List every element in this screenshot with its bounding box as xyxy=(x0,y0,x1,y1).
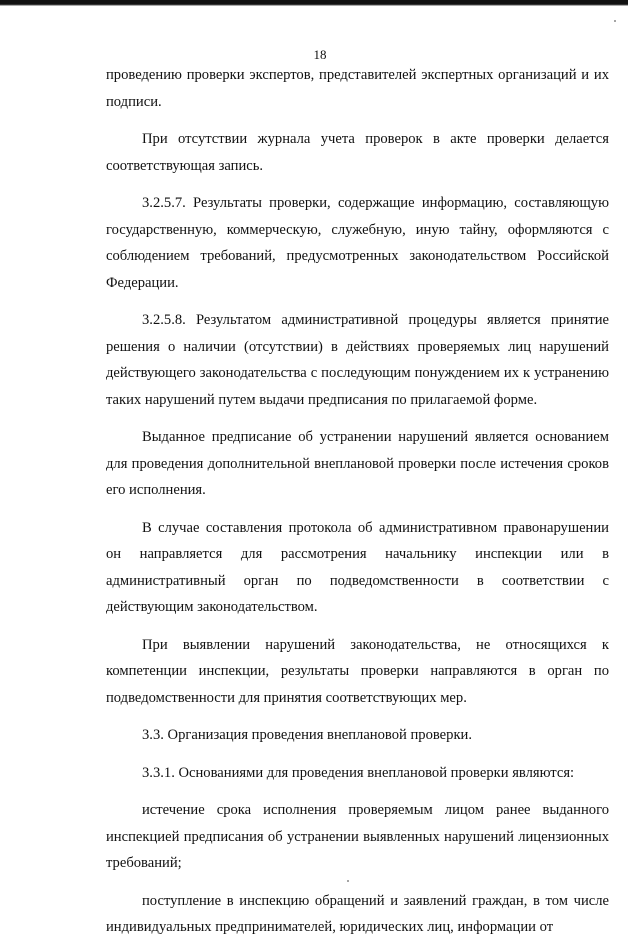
section-heading-3-3-1: 3.3.1. Основаниями для проведения внеплановой проверки являются: xyxy=(142,764,575,781)
paragraph-prescription: Выданное предписание об устранении нарушений является основанием для проведения дополнительной внеплановой проверки после истечения сроков его исполнения. xyxy=(106,429,609,498)
paragraph-3-2-5-8: 3.2.5.8. Результатом административной процедуры является принятие решения о наличии (отсутствии) в действиях проверяемых лиц нарушений действующего законодательства с последующим понуждением их к устранению таких нарушений путем выдачи предписания по прилагаемой форме. xyxy=(106,312,609,408)
section-heading-3-3: 3.3. Организация проведения внеплановой проверки. xyxy=(142,727,472,743)
paragraph-competence: При выявлении нарушений законодательства, не относящихся к компетенции инспекции, результаты проверки направляются в орган по подведомственности для принятия соответствующих мер. xyxy=(106,636,609,706)
paragraph-protocol: В случае составления протокола об административном правонарушении он направляется для рассмотрения начальнику инспекции или в административный орган по подведомственности в соответствии с действующим законодательством. xyxy=(106,519,609,615)
document-body xyxy=(106,62,609,941)
paragraph-journal: При отсутствии журнала учета проверок в акте проверки делается соответствующая запись. xyxy=(106,131,609,174)
list-item-expiry: истечение срока исполнения проверяемым лицом ранее выданного инспекцией предписания об устранении выявленных нарушений лицензионных требований; xyxy=(106,802,609,871)
page-number: 18 xyxy=(313,47,327,62)
top-border-rule xyxy=(0,0,628,6)
scan-speck xyxy=(347,880,349,882)
scan-speck xyxy=(614,20,616,22)
paragraph-3-2-5-7: 3.2.5.7. Результаты проверки, содержащие информацию, составляющую государственную, коммерческую, служебную, иную тайну, оформляются с соблюдением требований, предусмотренных законодательством Российской Федерации. xyxy=(106,195,609,291)
paragraph-continuation: проведению проверки экспертов, представителей экспертных организаций и их подписи. xyxy=(106,67,609,110)
list-item-appeals: поступление в инспекцию обращений и заявлений граждан, в том числе индивидуальных предпринимателей, юридических лиц, информации от xyxy=(106,892,609,935)
